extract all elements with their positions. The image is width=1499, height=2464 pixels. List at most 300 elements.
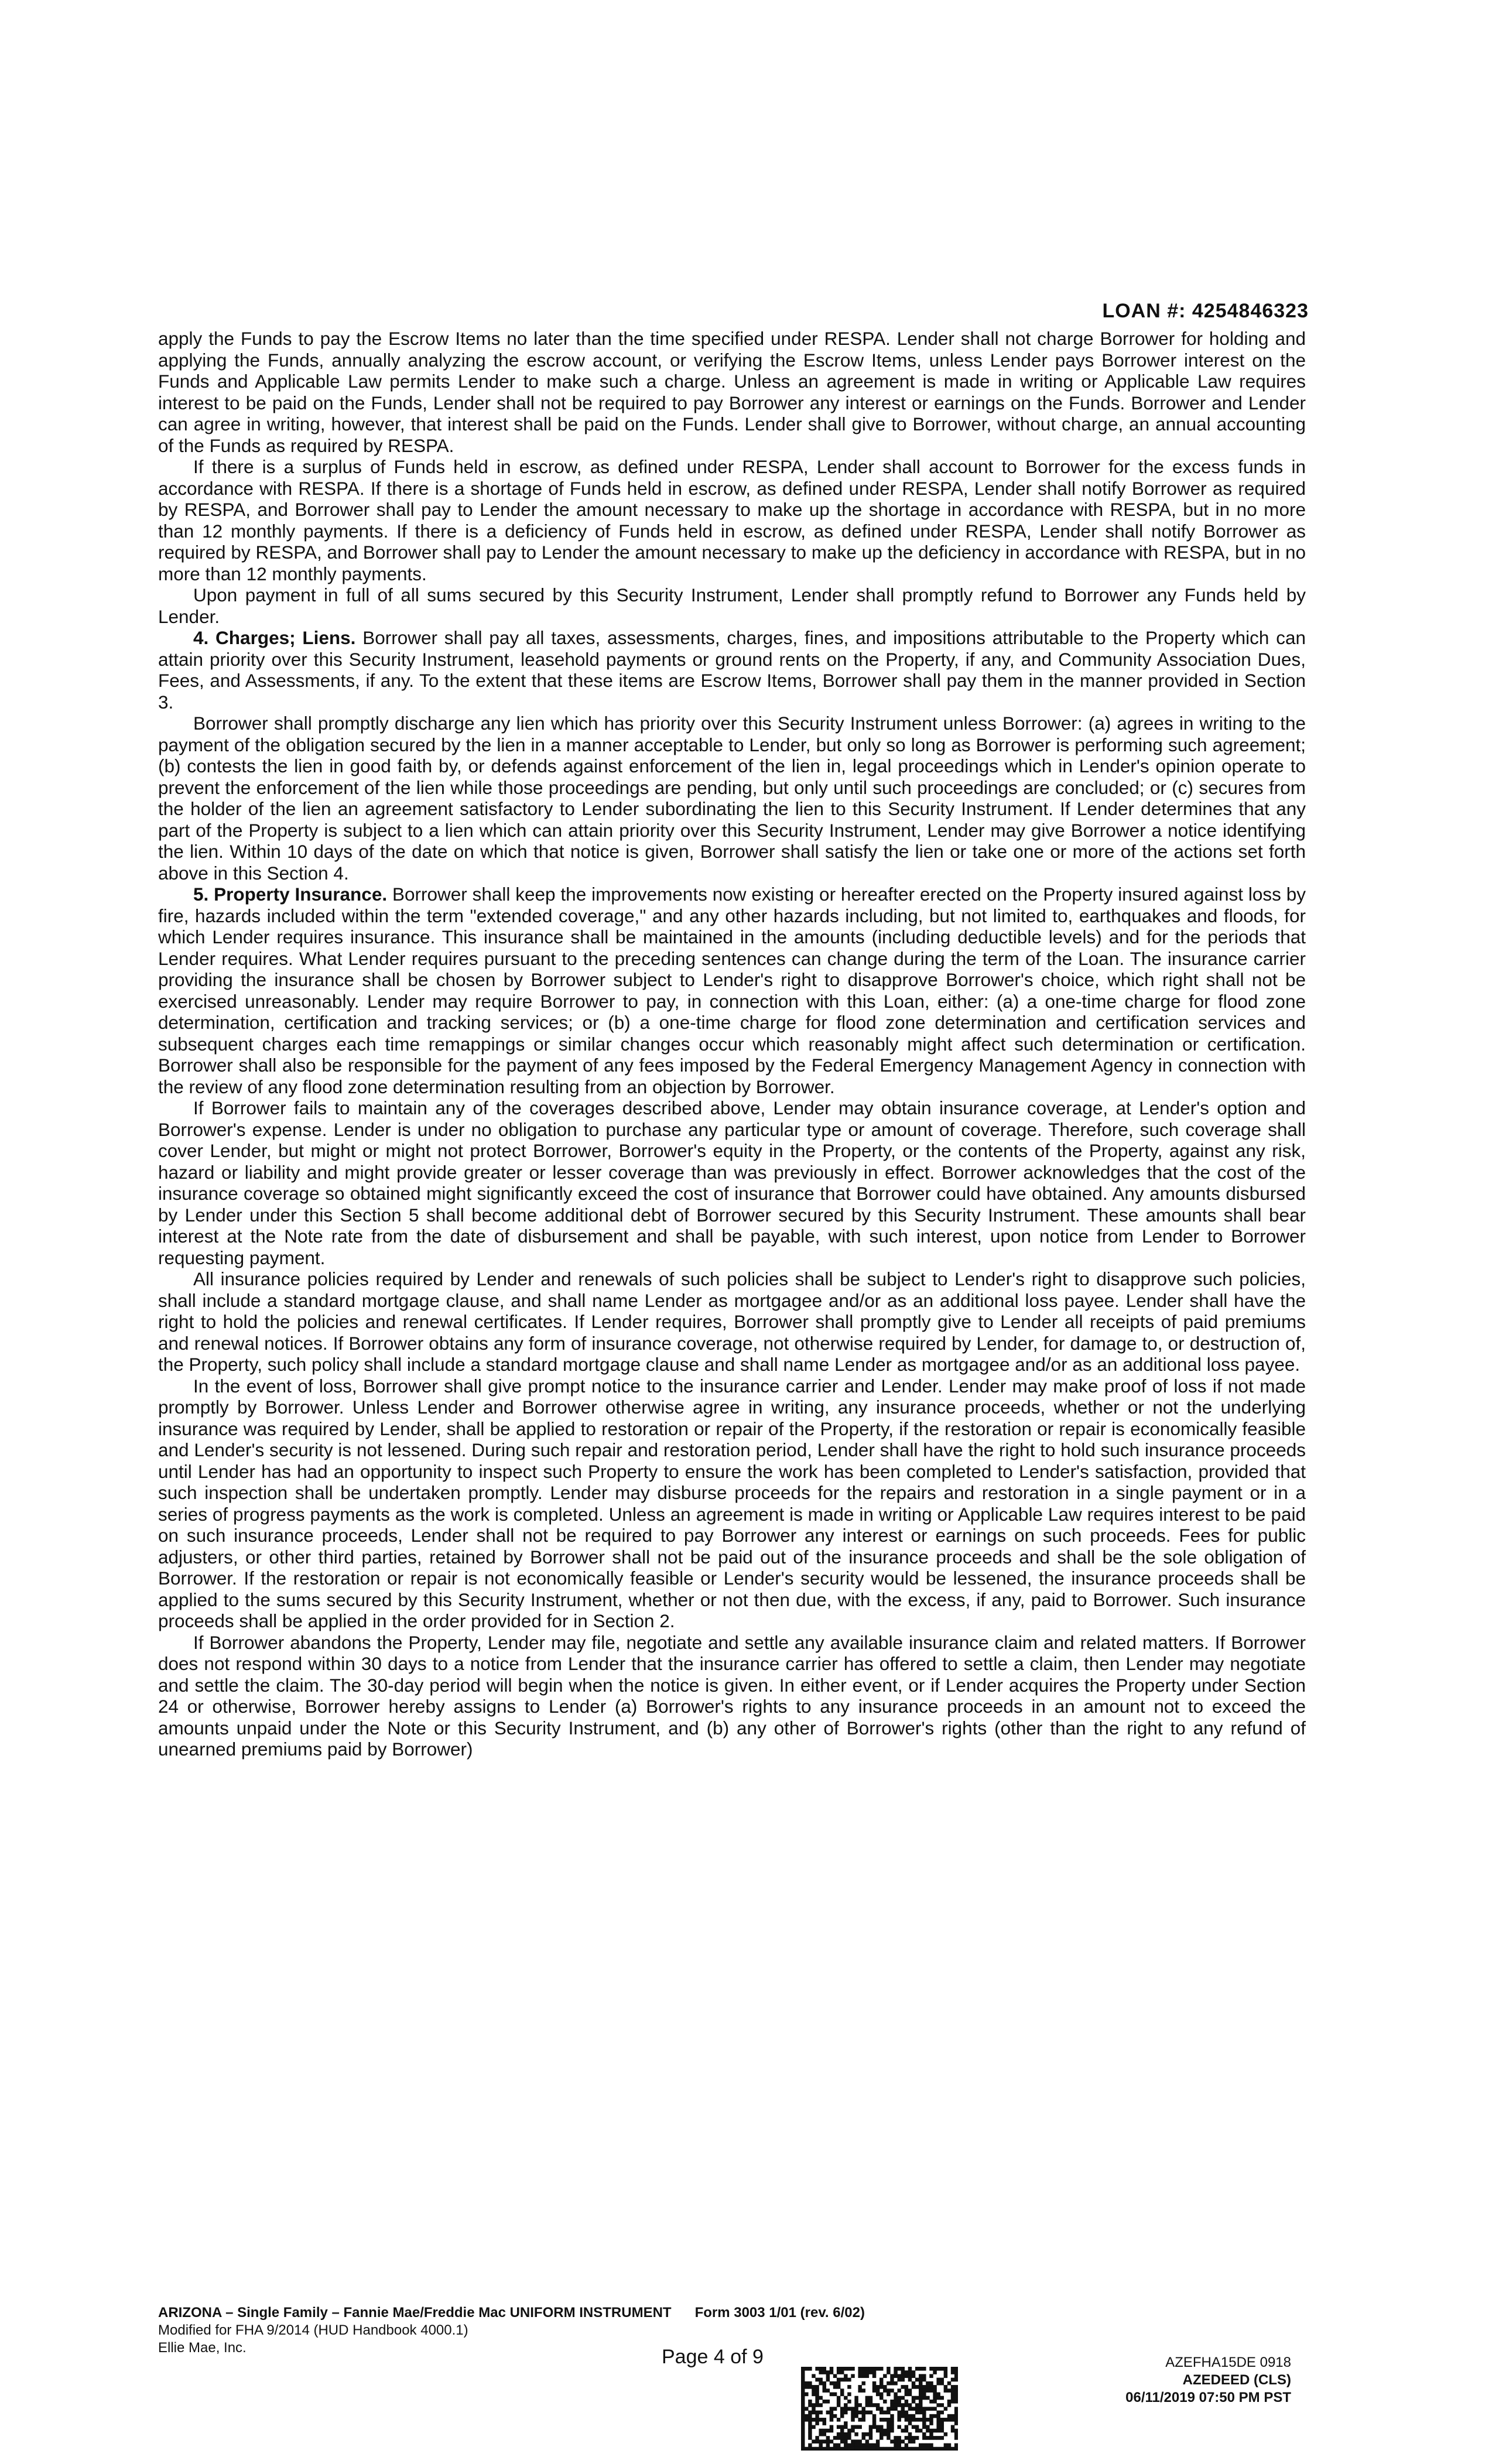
barcode-cell — [922, 2432, 926, 2436]
barcode-cell — [815, 2439, 819, 2444]
barcode-cell — [830, 2381, 833, 2386]
barcode-cell — [951, 2370, 954, 2374]
barcode-cell — [951, 2378, 954, 2382]
barcode-cell — [823, 2385, 826, 2389]
barcode-cell — [801, 2400, 805, 2404]
barcode-cell — [840, 2439, 844, 2444]
barcode-cell — [833, 2385, 837, 2389]
barcode-cell — [951, 2447, 954, 2451]
barcode-cell — [933, 2388, 936, 2393]
barcode-cell — [833, 2407, 837, 2411]
barcode-cell — [837, 2444, 840, 2448]
barcode-cell — [919, 2429, 922, 2433]
barcode-cell — [851, 2411, 854, 2415]
barcode-cell — [897, 2403, 901, 2407]
barcode-cell — [879, 2447, 883, 2451]
barcode-cell — [919, 2385, 922, 2389]
barcode-cell — [936, 2436, 940, 2440]
barcode-cell — [805, 2418, 808, 2422]
barcode-cell — [922, 2447, 926, 2451]
paragraph-text: If Borrower fails to maintain any of the coverages described above, Lender may obtain insurance coverage, at Lender's option and Borrower's expense. Lender is under no obligation to purchase any particular type or amount of coverage. Therefore, such coverage shall cover Lender, but might or might not protect Borrower, Borrower's equity in the Property, or the contents of the Property, against any risk, hazard or liability and might provide greater or lesser coverage than was previously in effect. Borrower acknowledges that the cost of the insurance coverage so obtained might significantly exceed the cost of insurance that Borrower could have obtained. Any amounts disbursed by Lender under this Section 5 shall become additional debt of Borrower secured by this Security Instrument. These amounts shall bear interest at the Note rate from the date of disbursement and shall be payable, with such interest, upon notice from Lender to Borrower requesting payment. — [158, 1097, 1306, 1268]
barcode-cell — [872, 2388, 876, 2393]
barcode-cell — [840, 2429, 844, 2433]
barcode-cell — [819, 2381, 822, 2386]
barcode-cell — [915, 2411, 919, 2415]
barcode-cell — [801, 2367, 805, 2371]
barcode-cell — [919, 2403, 922, 2407]
barcode-cell — [883, 2374, 887, 2378]
barcode-cell — [951, 2414, 954, 2418]
barcode-cell — [901, 2396, 905, 2400]
barcode-cell — [872, 2444, 876, 2448]
barcode-cell — [830, 2418, 833, 2422]
barcode-cell — [862, 2367, 865, 2371]
barcode-cell — [840, 2432, 844, 2436]
barcode-cell — [915, 2447, 919, 2451]
barcode-cell — [801, 2388, 805, 2393]
barcode-cell — [894, 2403, 897, 2407]
barcode-cell — [954, 2447, 958, 2451]
barcode-cell — [837, 2425, 840, 2429]
barcode-cell — [854, 2425, 858, 2429]
barcode-cell — [801, 2403, 805, 2407]
barcode-cell — [847, 2393, 851, 2397]
barcode-cell — [901, 2414, 905, 2418]
barcode-cell — [926, 2407, 929, 2411]
paragraph-text: apply the Funds to pay the Escrow Items no later than the time specified under RESPA. Lender shall not charge Borrower for holding and applying the Funds, annually analyzing the escrow account, or verifying the Escrow Items, unless Lender pays Borrower interest on the Funds and Applicable Law permits Lender to make such a charge. Unless an agreement is made in writing or Applicable Law requires interest to be paid on the Funds, Lender shall not be required to pay Borrower any interest or earnings on the Funds. Borrower and Lender can agree in writing, however, that interest shall be paid on the Funds. Lender shall give to Borrower, without charge, an annual accounting of the Funds as required by RESPA. — [158, 328, 1306, 456]
barcode-cell — [872, 2447, 876, 2451]
barcode-cell — [890, 2374, 894, 2378]
barcode-cell — [872, 2374, 876, 2378]
barcode-cell — [847, 2400, 851, 2404]
barcode-cell — [876, 2425, 879, 2429]
barcode-cell — [912, 2447, 915, 2451]
paragraph-text: If Borrower abandons the Property, Lender may file, negotiate and settle any available insurance claim and related matters. If Borrower does not respond within 30 days to a notice from Lender that the insurance carrier has offered to settle a claim, then Lender may negotiate and settle the claim. The 30-day period will begin when the notice is given. In either event, or if Lender acquires the Property under Section 24 or otherwise, Borrower hereby assigns to Lender (a) Borrower's rights to any insurance proceeds in an amount not to exceed the amounts unpaid under the Note or this Security Instrument, and (b) any other of Borrower's rights (other than the right to any refund of unearned premiums paid by Borrower) — [158, 1631, 1306, 1760]
barcode-cell — [951, 2367, 954, 2371]
paragraph-text: In the event of loss, Borrower shall give prompt notice to the insurance carrier and Lender. Lender may make proof of loss if not made promptly by Borrower. Unless Lender and Borrower otherwise agree in writing, any insurance proceeds, whether or not the underlying insurance was required by Lender, shall be applied to restoration or repair of the Property, if the restoration or repair is economically feasible and Lender's security is not lessened. During such repair and restoration period, Lender shall have the right to hold such insurance proceeds until Lender has had an opportunity to inspect such Property to ensure the work has been completed to Lender's satisfaction, provided that such inspection shall be undertaken promptly. Lender may disburse proceeds for the repairs and restoration in a single payment or in a series of progress payments as the work is completed. Unless an agreement is made in writing or Applicable Law requires interest to be paid on such insurance proceeds, Lender shall not be required to pay Borrower any interest or earnings on such proceeds. Fees for public adjusters, or other third parties, retained by Borrower shall not be paid out of the insurance proceeds and shall be the sole obligation of Borrower. If the restoration or repair is not economically feasible or Lender's security would be lessened, the insurance proceeds shall be applied to the sums secured by this Security Instrument, whether or not then due, with the excess, if any, paid to Borrower. Such insurance proceeds shall be applied in the order provided for in Section 2. — [158, 1375, 1306, 1631]
barcode-cell — [865, 2447, 869, 2451]
barcode-cell — [954, 2421, 958, 2425]
barcode-cell — [851, 2367, 854, 2371]
barcode-cell — [919, 2378, 922, 2382]
barcode-cell — [890, 2388, 894, 2393]
barcode-cell — [915, 2429, 919, 2433]
paragraph-surplus-funds — [158, 456, 1306, 584]
barcode-cell — [808, 2436, 812, 2440]
barcode-cell — [940, 2396, 944, 2400]
barcode-cell — [847, 2378, 851, 2382]
barcode-cell — [905, 2425, 908, 2429]
barcode-cell — [901, 2429, 905, 2433]
barcode-cell — [922, 2418, 926, 2422]
barcode-cell — [847, 2367, 851, 2371]
barcode-cell — [858, 2367, 861, 2371]
barcode-cell — [801, 2444, 805, 2448]
barcode-cell — [936, 2411, 940, 2415]
barcode-cell — [844, 2411, 847, 2415]
barcode-cell — [901, 2407, 905, 2411]
barcode-cell — [812, 2374, 815, 2378]
barcode-cell — [936, 2381, 940, 2386]
barcode-cell — [897, 2436, 901, 2440]
barcode-cell — [844, 2439, 847, 2444]
barcode-cell — [826, 2370, 830, 2374]
barcode-cell — [854, 2444, 858, 2448]
doc-timestamp: 06/11/2019 07:50 PM PST — [1125, 2390, 1291, 2405]
barcode-cell — [887, 2407, 890, 2411]
barcode-cell — [894, 2400, 897, 2404]
barcode-cell — [919, 2411, 922, 2415]
barcode-cell — [901, 2367, 905, 2371]
barcode-cell — [901, 2439, 905, 2444]
barcode-cell — [879, 2378, 883, 2382]
barcode-cell — [926, 2396, 929, 2400]
barcode-cell — [815, 2400, 819, 2404]
barcode-cell — [801, 2370, 805, 2374]
barcode-cell — [844, 2367, 847, 2371]
barcode-cell — [808, 2403, 812, 2407]
barcode-cell — [922, 2378, 926, 2382]
barcode-cell — [837, 2378, 840, 2382]
barcode-cell — [912, 2407, 915, 2411]
barcode-cell — [933, 2447, 936, 2451]
barcode-cell — [908, 2432, 912, 2436]
paragraph-discharge-lien — [158, 713, 1306, 884]
barcode-cell — [854, 2411, 858, 2415]
barcode-cell — [890, 2381, 894, 2386]
barcode-cell — [951, 2388, 954, 2393]
barcode-cell — [808, 2429, 812, 2433]
barcode-cell — [926, 2429, 929, 2433]
barcode-cell — [890, 2421, 894, 2425]
barcode-cell — [905, 2447, 908, 2451]
barcode-cell — [826, 2374, 830, 2378]
barcode-cell — [833, 2414, 837, 2418]
barcode-cell — [954, 2396, 958, 2400]
barcode-cell — [805, 2385, 808, 2389]
form-number: Form 3003 1/01 (rev. 6/02) — [694, 2305, 865, 2321]
barcode-cell — [912, 2425, 915, 2429]
barcode-cell — [876, 2447, 879, 2451]
barcode-cell — [919, 2444, 922, 2448]
barcode-cell — [926, 2425, 929, 2429]
barcode-cell — [954, 2388, 958, 2393]
barcode-cell — [936, 2414, 940, 2418]
barcode-cell — [954, 2393, 958, 2397]
barcode-cell — [808, 2418, 812, 2422]
barcode-cell — [823, 2432, 826, 2436]
barcode-cell — [854, 2447, 858, 2451]
barcode-cell — [801, 2418, 805, 2422]
barcode-cell — [908, 2403, 912, 2407]
barcode-cell — [908, 2421, 912, 2425]
barcode-cell — [869, 2403, 872, 2407]
barcode-cell — [926, 2447, 929, 2451]
barcode-cell — [954, 2444, 958, 2448]
barcode-cell — [908, 2374, 912, 2378]
barcode-cell — [908, 2414, 912, 2418]
barcode-cell — [854, 2407, 858, 2411]
barcode-cell — [808, 2381, 812, 2386]
barcode-cell — [890, 2378, 894, 2382]
barcode-cell — [922, 2407, 926, 2411]
barcode-cell — [922, 2421, 926, 2425]
barcode-cell — [844, 2421, 847, 2425]
barcode-cell — [815, 2396, 819, 2400]
barcode-cell — [897, 2367, 901, 2371]
barcode-cell — [812, 2393, 815, 2397]
barcode-cell — [844, 2425, 847, 2429]
barcode-cell — [823, 2429, 826, 2433]
barcode-cell — [926, 2418, 929, 2422]
barcode-cell — [847, 2444, 851, 2448]
barcode-cell — [933, 2400, 936, 2404]
barcode-cell — [905, 2436, 908, 2440]
barcode-cell — [869, 2425, 872, 2429]
barcode-cell — [947, 2400, 951, 2404]
barcode-cell — [808, 2385, 812, 2389]
barcode-cell — [879, 2367, 883, 2371]
barcode-cell — [851, 2439, 854, 2444]
barcode-cell — [865, 2367, 869, 2371]
barcode-cell — [929, 2367, 933, 2371]
barcode-cell — [905, 2414, 908, 2418]
barcode-cell — [830, 2407, 833, 2411]
barcode-cell — [823, 2388, 826, 2393]
barcode-cell — [865, 2432, 869, 2436]
barcode-cell — [944, 2407, 947, 2411]
barcode-cell — [919, 2381, 922, 2386]
barcode-cell — [830, 2447, 833, 2451]
paragraph-event-of-loss — [158, 1375, 1306, 1632]
barcode-cell — [933, 2370, 936, 2374]
barcode-cell — [837, 2400, 840, 2404]
barcode-cell — [912, 2400, 915, 2404]
barcode-cell — [905, 2403, 908, 2407]
barcode-cell — [805, 2393, 808, 2397]
barcode-cell — [915, 2418, 919, 2422]
barcode-cell — [812, 2447, 815, 2451]
barcode-cell — [808, 2444, 812, 2448]
barcode-cell — [929, 2444, 933, 2448]
barcode-cell — [954, 2370, 958, 2374]
barcode-cell — [954, 2367, 958, 2371]
barcode-cell — [922, 2388, 926, 2393]
barcode-cell — [936, 2421, 940, 2425]
barcode-cell — [851, 2414, 854, 2418]
barcode-cell — [819, 2378, 822, 2382]
paragraph-text: Borrower shall keep the improvements now existing or hereafter erected on the Property insured against loss by fire, hazards included within the term "extended coverage," and any other hazards including, but not limited to, earthquakes and floods, for which Lender requires insurance. This insurance shall be maintained in the amounts (including deductible levels) and for the periods that Lender requires. What Lender requires pursuant to the preceding sentences can change during the term of the Loan. The insurance carrier providing the insurance shall be chosen by Borrower subject to Lender's right to disapprove Borrower's choice, which right shall not be exercised unreasonably. Lender may require Borrower to pay, in connection with this Loan, either: (a) a one-time charge for flood zone determination, certification and tracking services; or (b) a one-time charge for flood zone determination and certification services and subsequent charges each time remappings or similar changes occur which reasonably might affect such determination or certification. Borrower shall also be responsible for the payment of any fees imposed by the Federal Emergency Management Agency in connection with the review of any flood zone determination resulting from an objection by Borrower. — [158, 884, 1306, 1097]
barcode-cell — [936, 2429, 940, 2433]
barcode-cell — [805, 2414, 808, 2418]
barcode-cell — [833, 2374, 837, 2378]
barcode-cell — [879, 2393, 883, 2397]
barcode-cell — [894, 2407, 897, 2411]
barcode-cell — [815, 2436, 819, 2440]
barcode-cell — [908, 2447, 912, 2451]
barcode-cell — [865, 2411, 869, 2415]
barcode-cell — [908, 2378, 912, 2382]
barcode-cell — [833, 2381, 837, 2386]
barcode-cell — [862, 2418, 865, 2422]
barcode-cell — [915, 2436, 919, 2440]
barcode-cell — [894, 2444, 897, 2448]
barcode-cell — [805, 2407, 808, 2411]
barcode-cell — [854, 2400, 858, 2404]
barcode-cell — [815, 2393, 819, 2397]
barcode-cell — [823, 2367, 826, 2371]
barcode-cell — [929, 2381, 933, 2386]
barcode-cell — [879, 2385, 883, 2389]
barcode-cell — [844, 2407, 847, 2411]
barcode-cell — [940, 2403, 944, 2407]
barcode-cell — [926, 2436, 929, 2440]
barcode-cell — [830, 2429, 833, 2433]
barcode-cell — [897, 2414, 901, 2418]
barcode-cell — [826, 2436, 830, 2440]
barcode-cell — [922, 2396, 926, 2400]
barcode-cell — [951, 2418, 954, 2422]
barcode-cell — [840, 2425, 844, 2429]
barcode-cell — [844, 2436, 847, 2440]
barcode-cell — [869, 2367, 872, 2371]
barcode-cell — [890, 2447, 894, 2451]
barcode-cell — [912, 2374, 915, 2378]
barcode-cell — [954, 2374, 958, 2378]
barcode-cell — [869, 2432, 872, 2436]
barcode-cell — [901, 2374, 905, 2378]
barcode-cell — [844, 2444, 847, 2448]
barcode-cell — [879, 2432, 883, 2436]
barcode-cell — [933, 2393, 936, 2397]
barcode-cell — [812, 2439, 815, 2444]
barcode-cell — [887, 2367, 890, 2371]
barcode-cell — [905, 2385, 908, 2389]
barcode-cell — [851, 2444, 854, 2448]
barcode-cell — [933, 2414, 936, 2418]
barcode-cell — [805, 2381, 808, 2386]
paragraph-abandonment — [158, 1632, 1306, 1760]
barcode-cell — [819, 2367, 822, 2371]
barcode-cell — [858, 2425, 861, 2429]
barcode-cell — [936, 2396, 940, 2400]
barcode-cell — [830, 2414, 833, 2418]
barcode-cell — [830, 2367, 833, 2371]
barcode-cell — [936, 2378, 940, 2382]
barcode-cell — [869, 2444, 872, 2448]
barcode-cell — [915, 2407, 919, 2411]
barcode-cell — [936, 2393, 940, 2397]
barcode-cell — [894, 2447, 897, 2451]
barcode-cell — [897, 2444, 901, 2448]
barcode-cell — [826, 2400, 830, 2404]
barcode-cell — [922, 2367, 926, 2371]
barcode-cell — [912, 2439, 915, 2444]
barcode-cell — [801, 2381, 805, 2386]
barcode-cell — [940, 2429, 944, 2433]
barcode-cell — [869, 2447, 872, 2451]
barcode-cell — [815, 2378, 819, 2382]
section-heading: 5. Property Insurance. — [193, 884, 388, 905]
modified-note: Modified for FHA 9/2014 (HUD Handbook 4000.1) — [158, 2322, 468, 2338]
barcode-cell — [808, 2432, 812, 2436]
barcode-cell — [819, 2429, 822, 2433]
company-name: Ellie Mae, Inc. — [158, 2340, 247, 2356]
barcode-cell — [915, 2403, 919, 2407]
barcode-cell — [854, 2439, 858, 2444]
barcode-cell — [865, 2444, 869, 2448]
barcode-cell — [897, 2378, 901, 2382]
barcode-cell — [919, 2367, 922, 2371]
barcode-cell — [912, 2436, 915, 2440]
barcode-cell — [876, 2367, 879, 2371]
barcode-cell — [837, 2385, 840, 2389]
barcode-cell — [908, 2370, 912, 2374]
barcode-cell — [905, 2393, 908, 2397]
barcode-cell — [944, 2367, 947, 2371]
barcode-cell — [826, 2444, 830, 2448]
barcode-cell — [808, 2421, 812, 2425]
barcode-cell — [894, 2370, 897, 2374]
barcode-cell — [862, 2447, 865, 2451]
loan-number: LOAN #: 4254846323 — [1102, 300, 1309, 322]
barcode-cell — [844, 2374, 847, 2378]
barcode-cell — [862, 2444, 865, 2448]
barcode-cell — [876, 2385, 879, 2389]
barcode-cell — [801, 2407, 805, 2411]
barcode-cell — [887, 2421, 890, 2425]
barcode-cell — [869, 2411, 872, 2415]
barcode-cell — [837, 2447, 840, 2451]
barcode-cell — [940, 2418, 944, 2422]
barcode-cell — [954, 2385, 958, 2389]
paragraph-refund-funds — [158, 584, 1306, 627]
barcode-cell — [876, 2444, 879, 2448]
barcode-cell — [947, 2444, 951, 2448]
barcode-cell — [947, 2381, 951, 2386]
barcode-cell — [847, 2429, 851, 2433]
barcode-cell — [905, 2444, 908, 2448]
barcode-cell — [869, 2370, 872, 2374]
barcode-cell — [801, 2447, 805, 2451]
barcode-cell — [922, 2414, 926, 2418]
barcode-cell — [801, 2421, 805, 2425]
barcode-cell — [912, 2370, 915, 2374]
barcode-cell — [823, 2370, 826, 2374]
barcode-cell — [879, 2407, 883, 2411]
barcode-cell — [922, 2374, 926, 2378]
barcode-cell — [929, 2447, 933, 2451]
barcode-cell — [908, 2436, 912, 2440]
barcode-cell — [851, 2425, 854, 2429]
barcode-cell — [801, 2436, 805, 2440]
barcode-cell — [922, 2393, 926, 2397]
barcode-cell — [840, 2407, 844, 2411]
barcode-cell — [826, 2388, 830, 2393]
barcode-cell — [869, 2400, 872, 2404]
barcode-cell — [812, 2407, 815, 2411]
barcode-cell — [844, 2403, 847, 2407]
barcode-cell — [905, 2418, 908, 2422]
barcode-cell — [840, 2370, 844, 2374]
barcode-cell — [879, 2418, 883, 2422]
barcode-cell — [865, 2403, 869, 2407]
barcode-cell — [929, 2421, 933, 2425]
barcode-cell — [933, 2396, 936, 2400]
barcode-cell — [858, 2439, 861, 2444]
barcode-cell — [883, 2388, 887, 2393]
barcode-cell — [890, 2418, 894, 2422]
